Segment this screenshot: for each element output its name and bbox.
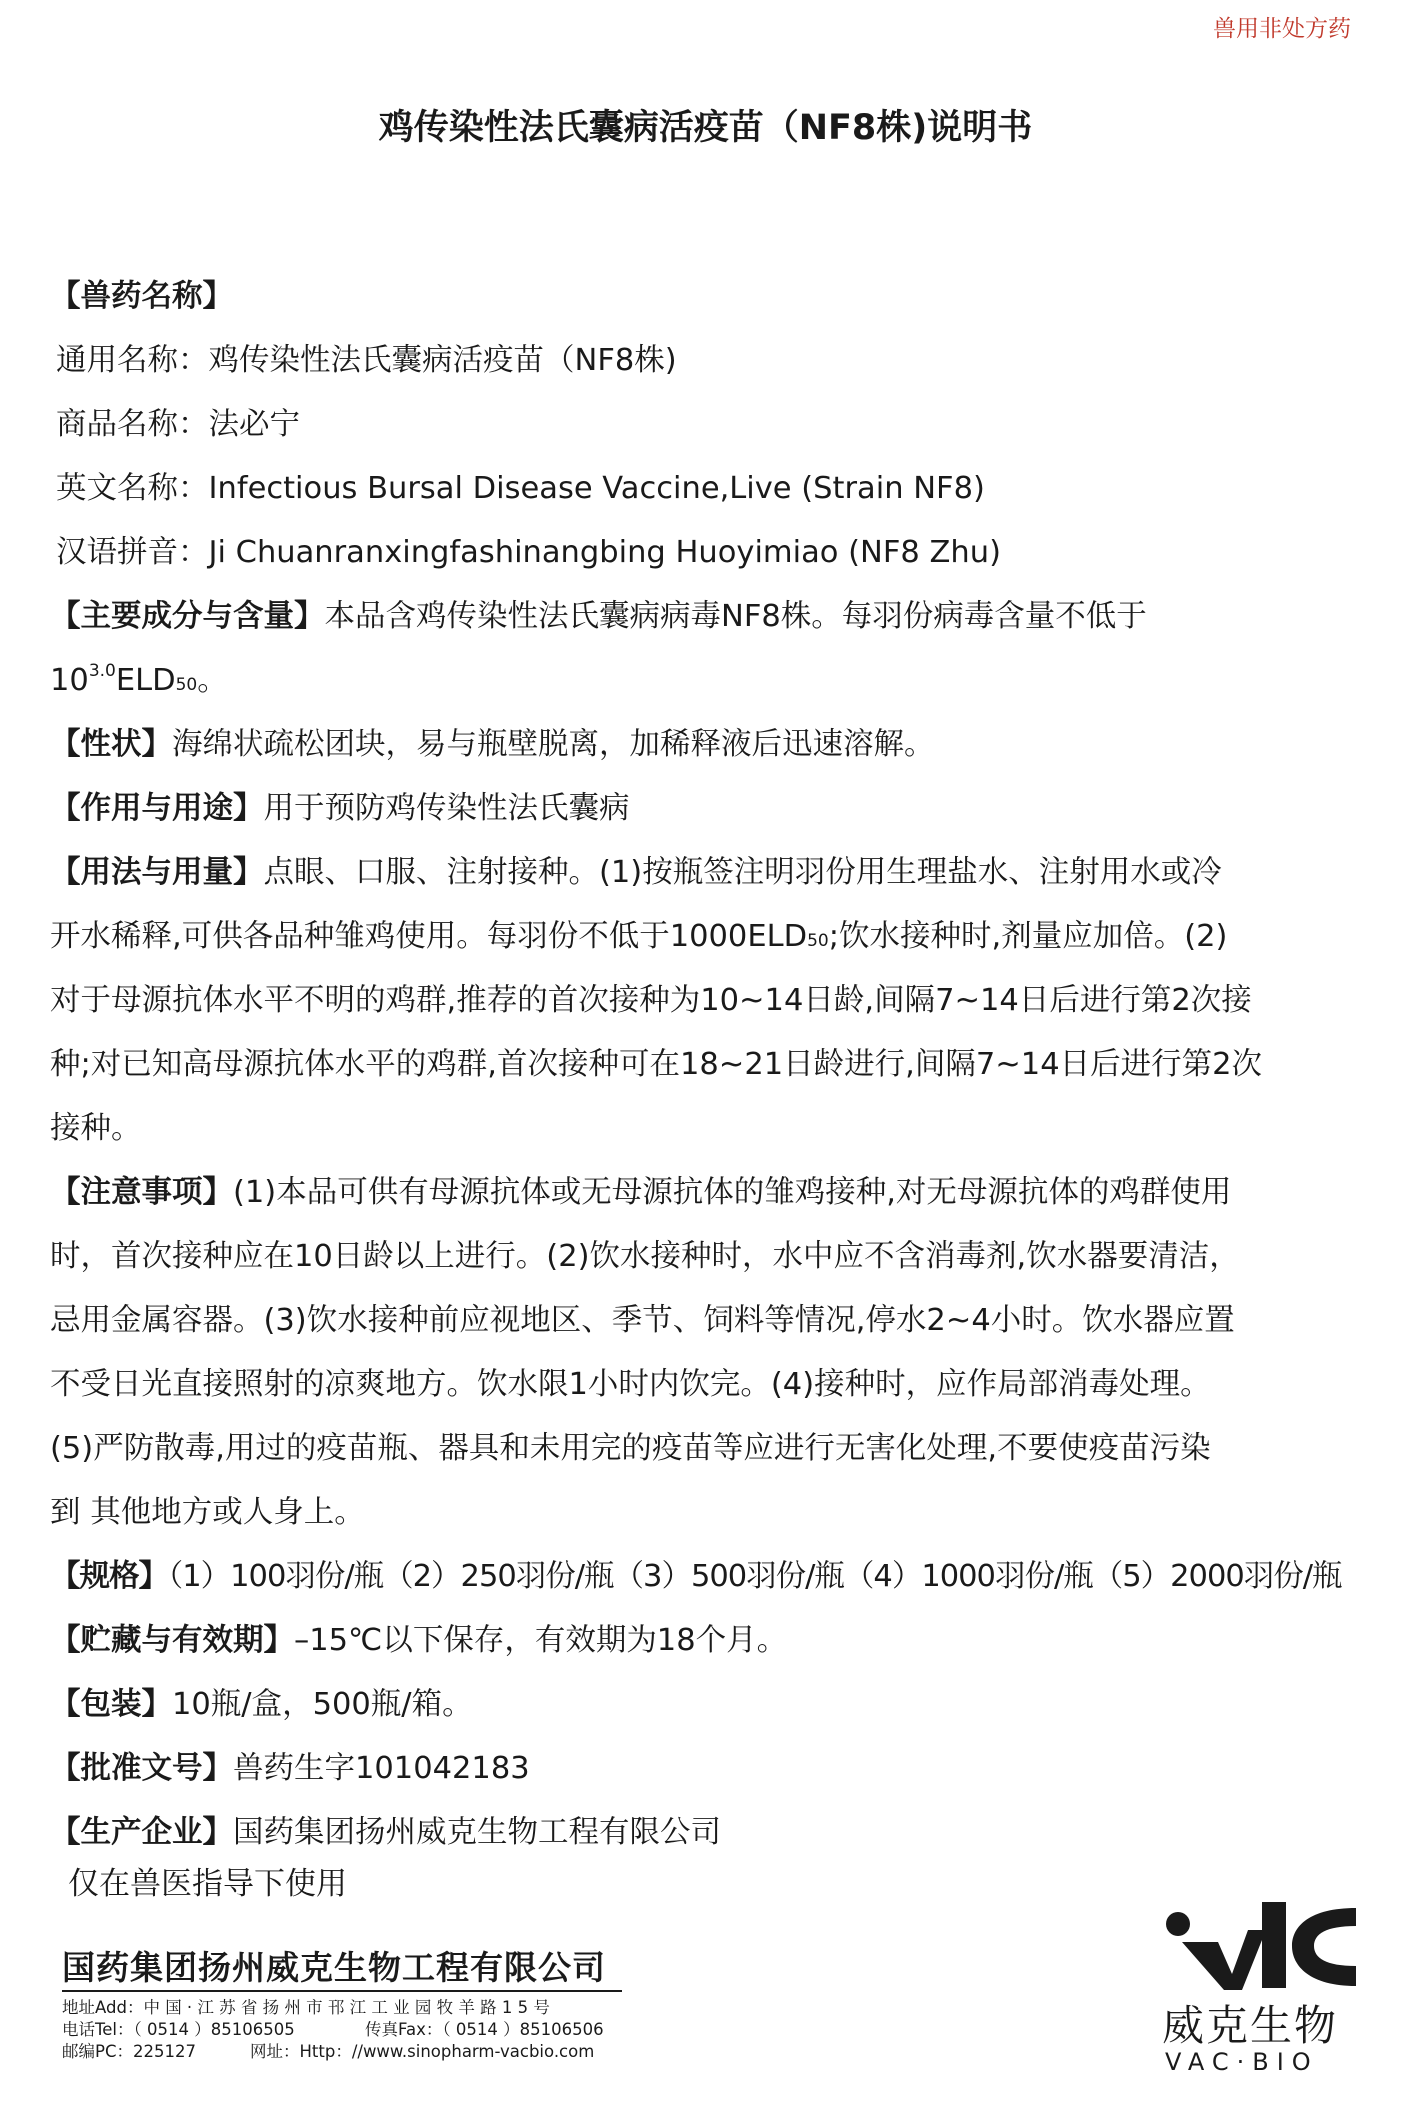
generic-name: 通用名称：鸡传染性法氏囊病活疫苗（NF8株) [56,343,677,378]
content-exponent: 3.0 [88,661,116,681]
footer-postcode: 邮编PC：225127 [62,2042,196,2061]
dosage-line-2 [50,905,1365,969]
english-name: 英文名称：Infectious Bursal Disease Vaccine,Live (Strain NF8) [56,471,985,506]
spec-line [50,1545,1365,1609]
footer-company: 国药集团扬州威克生物工程有限公司 [62,1948,606,1987]
manufacturer-text: 国药集团扬州威克生物工程有限公司 [233,1815,721,1850]
approval-text: 兽药生字101042183 [233,1751,530,1786]
rx-note: 兽用非处方药 [1213,16,1351,42]
composition-text: 本品含鸡传染性法氏囊病病毒NF8株。每羽份病毒含量不低于 [324,599,1147,634]
precautions-heading: 【注意事项】 [50,1175,233,1210]
footer-divider [62,1990,622,1992]
approval-heading: 【批准文号】 [50,1751,233,1786]
precautions-line-6: 到 其他地方或人身上。 [50,1495,365,1530]
content-unit: ELD [115,663,176,698]
character-text: 海绵状疏松团块，易与瓶壁脱离，加稀释液后迅速溶解。 [172,727,935,762]
dosage-text-1: 点眼、口服、注射接种。(1)按瓶签注明羽份用生理盐水、注射用水或冷 [263,855,1222,890]
dosage-line-5: 接种。 [50,1111,142,1146]
spec-heading: 【规格】 [50,1559,168,1594]
usage-note: 仅在兽医指导下使用 [68,1866,347,1902]
storage-heading: 【贮藏与有效期】 [50,1623,294,1658]
dosage-line-1 [50,841,1365,905]
footer-address: 地址Add：中 国 · 江 苏 省 扬 州 市 邗 江 工 业 园 牧 羊 路 1 5 号 [62,1998,550,2017]
content-base: 10 [50,663,89,698]
precautions-line-2: 时，首次接种应在10日龄以上进行。(2)饮水接种时，水中应不含消毒剂,饮水器要清洁， [50,1239,1240,1274]
logo-english-name: VAC·BIO [1165,2048,1319,2076]
storage-line [50,1609,1365,1673]
composition-heading: 【主要成分与含量】 [50,599,325,634]
precautions-text-1: (1)本品可供有母源抗体或无母源抗体的雏鸡接种,对无母源抗体的鸡群使用 [233,1175,1232,1210]
content-end: 。 [197,663,228,698]
dosage-heading: 【用法与用量】 [50,855,264,890]
precautions-line-3: 忌用金属容器。(3)饮水接种前应视地区、季节、饲料等情况,停水2~4小时。饮水器应置 [50,1303,1235,1338]
trade-name: 商品名称：法必宁 [56,407,300,442]
approval-line [50,1737,1365,1801]
precautions-line-4: 不受日光直接照射的凉爽地方。饮水限1小时内饮完。(4)接种时，应作局部消毒处理。 [50,1367,1211,1402]
composition-content-line [50,649,1365,713]
vac-bio-logo-icon [1160,1900,1360,1990]
precautions-line-5: (5)严防散毒,用过的疫苗瓶、器具和未用完的疫苗等应进行无害化处理,不要使疫苗污染 [50,1431,1211,1466]
manufacturer-heading: 【生产企业】 [50,1815,233,1850]
spec-text: （1）100羽份/瓶（2）250羽份/瓶（3）500羽份/瓶（4）1000羽份/瓶（5）2000羽份/瓶 [168,1559,1342,1594]
document-title: 鸡传染性法氏囊病活疫苗（NF8株)说明书 [378,108,1033,148]
manufacturer-line [50,1801,1365,1865]
dosage-text-2-sub: 50 [807,931,829,951]
pinyin-name: 汉语拼音：Ji Chuanranxingfashinangbing Huoyimiao (NF8 Zhu) [56,535,1001,570]
logo-chinese-name: 威克生物 [1162,2001,1339,2050]
dosage-line-3: 对于母源抗体水平不明的鸡群,推荐的首次接种为10~14日龄,间隔7~14日后进行第2次接 [50,983,1252,1018]
content-unit-sub: 50 [175,675,198,695]
package-heading: 【包装】 [50,1687,172,1722]
dosage-text-2b: ;饮水接种时,剂量应加倍。(2) [828,919,1228,954]
character-line [50,713,1365,777]
footer-fax: 传真Fax：（ 0514 ）85106506 [365,2020,604,2039]
dosage-text-2a: 开水稀释,可供各品种雏鸡使用。每羽份不低于1000ELD [50,919,808,954]
indication-text: 用于预防鸡传染性法氏囊病 [263,791,630,826]
document-body [50,265,1365,1865]
character-heading: 【性状】 [50,727,172,762]
package-line [50,1673,1365,1737]
dosage-line-4: 种;对已知高母源抗体水平的鸡群,首次接种可在18~21日龄进行,间隔7~14日后进行第2次 [50,1047,1263,1082]
storage-text: –15℃以下保存，有效期为18个月。 [294,1623,788,1658]
precautions-line-1 [50,1161,1365,1225]
indication-line [50,777,1365,841]
footer-website: 网址：Http：//www.sinopharm-vacbio.com [250,2042,595,2061]
composition-line [50,585,1365,649]
indication-heading: 【作用与用途】 [50,791,264,826]
package-text: 10瓶/盒，500瓶/箱。 [172,1687,473,1722]
name-heading: 【兽药名称】 [50,279,233,314]
footer-tel: 电话Tel：（ 0514 ）85106505 [62,2020,295,2039]
